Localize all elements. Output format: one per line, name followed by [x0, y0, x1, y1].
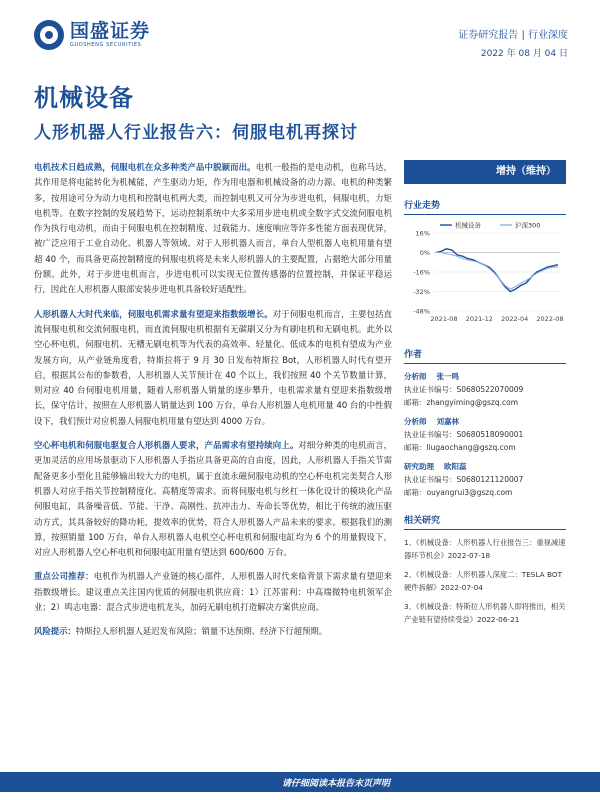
- paragraph-lead: 电机技术日趋成熟，伺服电机在众多种类产品中脱颖而出。: [34, 162, 256, 172]
- chart-y-tick-label: -48%: [413, 307, 430, 316]
- chart-x-tick-label: 2022-08: [536, 315, 564, 323]
- chart-x-tick-label: 2022-04: [501, 315, 529, 323]
- analyst-cert: 执业证书编号：S0680518090001: [404, 430, 524, 439]
- summary-paragraph: [34, 438, 392, 560]
- paragraph-body: 电机作为机器人产业链的核心部件，人形机器人时代来临背景下需求量有望迎来指数级增长。建议重点关注国内优质的伺服电机供应商：1）江苏雷利：中高端微特电机领军企业；2）鸣志电器：混合式步进电机龙头，加码无刷电机打造解决方案供应商。: [34, 571, 393, 613]
- related-section-title: 相关研究: [404, 513, 566, 530]
- paragraph-body: 电机一般指的是电动机，也称马达，其作用是将电能转化为机械能，产生驱动力矩，作为用电器和机械设备的动力源。电机的种类繁多，按用途可分为动力电机和控制电机两大类，而控制电机又可分为步进电机，伺服电机，力矩电机等。在数字控制的发展趋势下，运动控制系统中大多采用步进电机或全数字式交流伺服电机作为执行电动机，而由于伺服电机在控制精度、过载能力、速度响应等许多性能方面表现优异，被广泛应用于工业自动化、机器人等领域。对于人形机器人而言，单台人型机器人电机用量有望超 40 个，而具备更高控制精度的伺服电机将是未来人形机器人的主要配置，占据绝大部分用量份额。此外，对于步进电机而言，步进电机可以实现无位置传感器的位置控制，并保证平稳运行，因此在人形机器人眼部安装步进电机具备较好适配性。: [34, 162, 393, 295]
- analyst-role: 研究助理: [404, 462, 434, 471]
- analyst-cert: 执业证书编号：S0680121120007: [404, 475, 524, 484]
- paragraph-body: 对细分种类的电机而言，更加灵活的应用场景驱动下人形机器人手指应具备更高的自由度，因此，人形机器人手指关节需配备更多小型化且能够输出较大力的电机，属于直流永磁伺服电动机的空心杯电机完美契合人形机器人对应手指关节控制精度化、高精度等需求。而将伺服电机与丝杠一体化设计的模块化产品伺服电缸，具备噪音低、节能、干净、高刚性、抗冲击力、寿命长等优势，相比于传统的液压驱动方式，其具备较好的降功耗，提效率的优势，符合人形机器人产品未来的要求。根据我们的测算，按照销量 100 万台，单台人形机器人电机空心杯电机和伺服电缸均为 6 个的用量假设下，对应人形机器人空心杯电机和伺服电缸用量有望达到 600/600 万台。: [34, 440, 393, 558]
- chart-y-tick-label: -32%: [413, 288, 430, 296]
- company-name-en: GUOSHENG SECURITIES: [70, 42, 142, 48]
- analyst-email: 邮箱：zhangyiming@gszq.com: [404, 398, 518, 407]
- summary-column: [34, 160, 392, 649]
- chart-legend-label: 沪深300: [515, 221, 541, 230]
- company-name-cn: 国盛证券: [70, 20, 151, 42]
- paragraph-body: 对于伺服电机而言，主要包括直流伺服电机和交流伺服电机，而直流伺服电机根据有无碳刷又分为有刷电机和无刷电机。此外以空心杯电机，伺服电机、无槽无刷电机等为代表的高效率、轻量化、低成本的电机有望成为产业发展方向，从产业链角度看，特斯拉将于 9 月 30 日发布特斯拉 Bot，人形机器人时代有望开启，根据其公布的参数看，人形机器人关节预计在 40 个以上，我们按照 40 个关节数量计算，则对应 40 台伺服电机用量，随着人形机器人销量的逐步攀升，电机需求量有望迎来指数级增长，保守估计，按照在人形机器人销量达到 100 万台，单台人形机器人电机用量 40 台的中性假设下，我们预计对应机器人伺服电机用量有望达到 4000 万台。: [34, 308, 393, 426]
- paragraph-lead: 人形机器人大时代来临，伺服电机需求量有望迎来指数级增长。: [34, 308, 273, 319]
- industry-title: 机械设备: [34, 84, 134, 112]
- sidebar: [404, 160, 566, 626]
- chart-y-tick-label: 16%: [415, 229, 430, 238]
- trend-section-title: 行业走势: [404, 198, 566, 215]
- trend-chart-container: [404, 219, 566, 333]
- chart-legend-label: 机械设备: [455, 221, 481, 230]
- chart-y-tick-label: -16%: [413, 268, 430, 277]
- analyst-name: 欧阳蕊: [444, 462, 467, 471]
- paragraph-lead: 空心杯电机和伺服电驱复合人形机器人要求，产品需求有望持续向上。: [34, 440, 299, 451]
- analyst-block: [404, 460, 566, 499]
- summary-paragraph: [34, 569, 392, 615]
- analyst-block: [404, 370, 566, 409]
- summary-paragraph: [34, 307, 392, 429]
- analyst-name: 张一鸣: [436, 372, 459, 381]
- report-date: 2022 年 08 月 04 日: [480, 49, 568, 59]
- paragraph-body: 特斯拉人形机器人延迟发布风险；销量不达预期、经济下行超预期。: [75, 626, 328, 637]
- page-footer: [0, 772, 600, 792]
- rating-badge: 增持（维持）: [404, 160, 566, 184]
- footer-disclaimer: 请仔细阅读本报告末页声明: [281, 779, 390, 789]
- logo-mark-icon: [34, 20, 64, 50]
- analyst-email: 邮箱：liugaochang@gszq.com: [404, 443, 516, 452]
- chart-x-tick-label: 2021-08: [430, 315, 458, 323]
- company-logo: [34, 20, 150, 50]
- paragraph-lead: 重点公司推荐：: [34, 571, 94, 582]
- analyst-name: 刘嘉林: [436, 417, 459, 426]
- analyst-block: [404, 415, 566, 454]
- related-report-link[interactable]: 2、《机械设备：人形机器人深度二：TESLA BOT 硬件拆解》2022-07-04: [404, 570, 563, 592]
- paragraph-lead: 风险提示：: [34, 626, 76, 637]
- report-type: 证券研究报告 | 行业深度: [458, 30, 568, 41]
- report-title: 人形机器人行业报告六：伺服电机再探讨: [34, 123, 358, 143]
- page-header: [0, 0, 600, 70]
- chart-x-tick-label: 2021-12: [465, 315, 493, 323]
- summary-paragraph: [34, 624, 392, 639]
- logo-text: [70, 21, 150, 49]
- author-section-title: 作者: [404, 347, 566, 364]
- analyst-role: 分析师: [404, 417, 427, 426]
- chart-y-tick-label: 0%: [419, 249, 430, 257]
- summary-paragraph: [34, 160, 392, 298]
- analyst-cert: 执业证书编号：S0680522070009: [404, 385, 524, 394]
- analyst-email: 邮箱：ouyangrui3@gszq.com: [404, 488, 513, 497]
- related-report-link[interactable]: 3、《机械设备：特斯拉人形机器人即将推出，相关产业链有望持续受益》2022-06-21: [404, 602, 566, 624]
- trend-chart: [404, 219, 566, 329]
- analyst-role: 分析师: [404, 372, 427, 381]
- related-report-link[interactable]: 1、《机械设备：人形机器人行业报告三：重视减速器环节机会》2022-07-18: [404, 538, 566, 560]
